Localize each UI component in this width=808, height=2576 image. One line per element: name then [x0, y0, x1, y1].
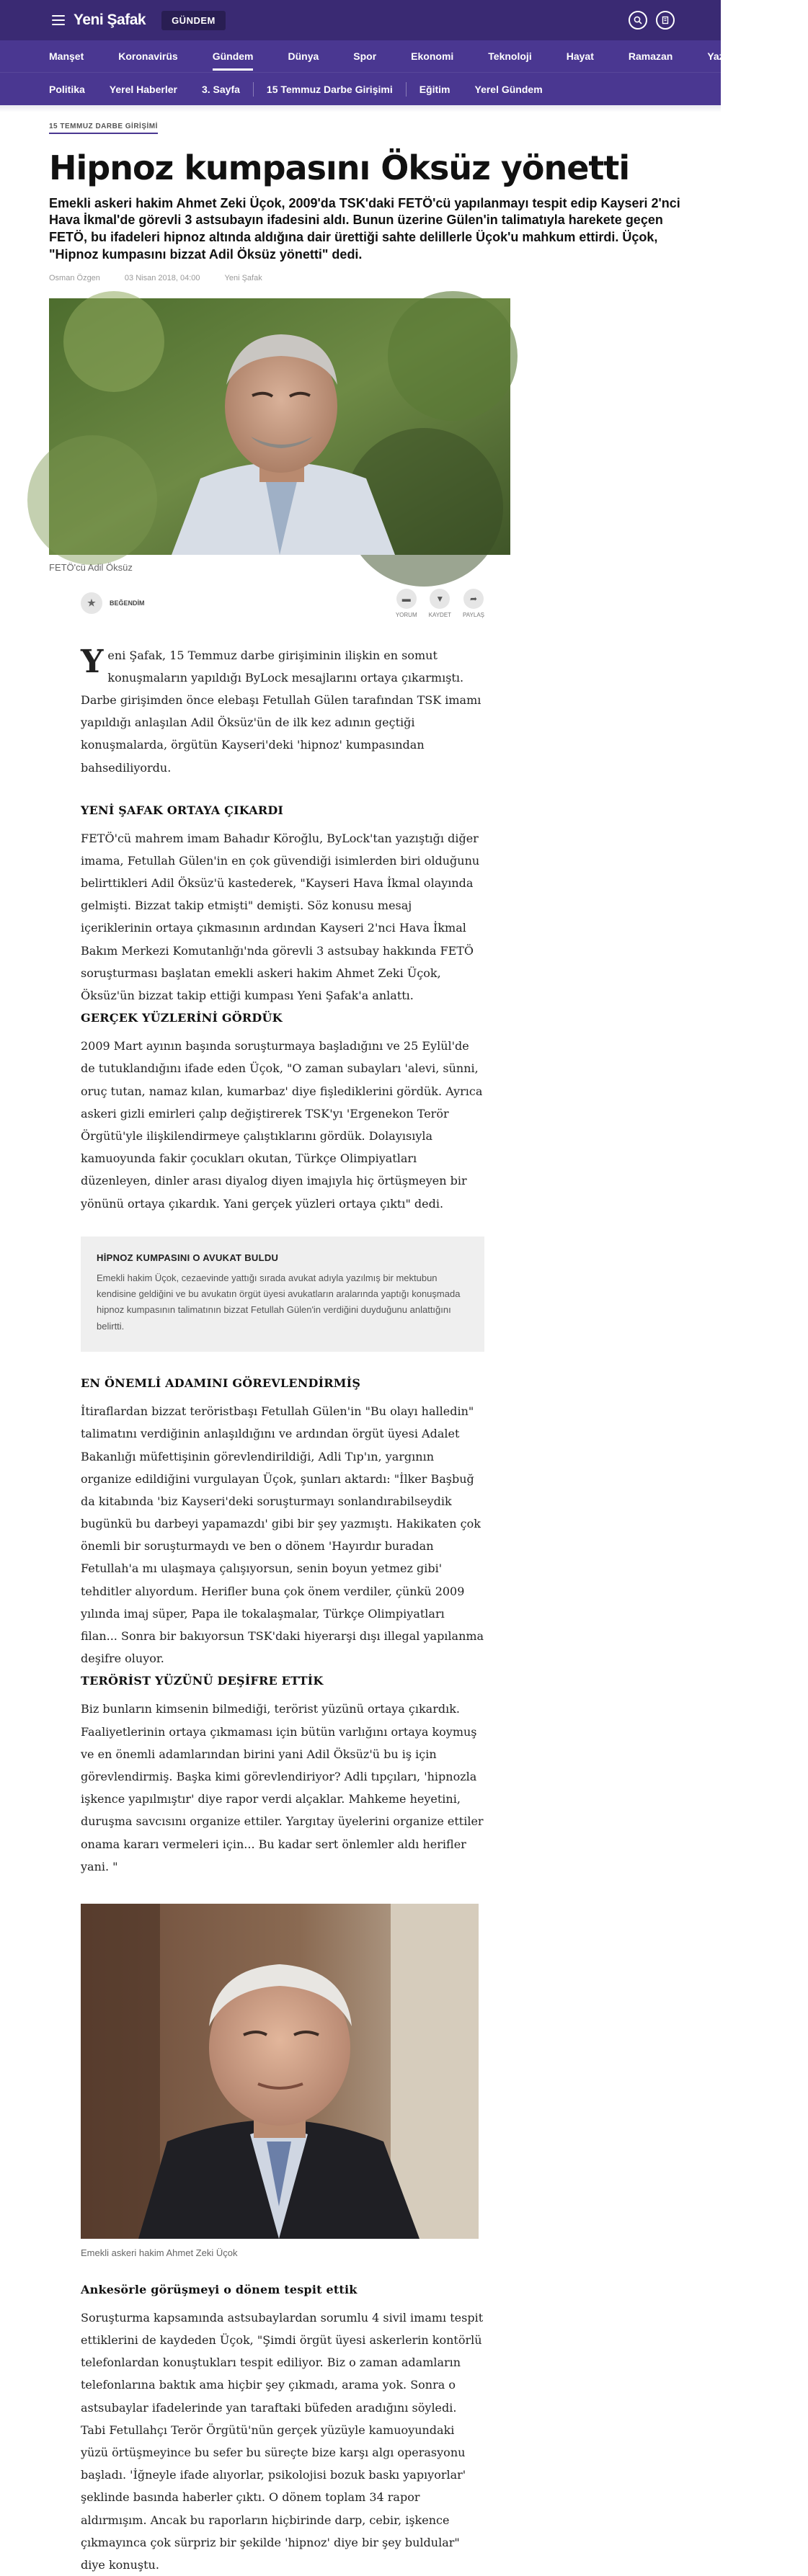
subnav-divider: [253, 82, 254, 97]
site-header: [0, 0, 808, 112]
thumbs-up-icon: ★: [81, 592, 102, 614]
save-button[interactable]: [429, 589, 451, 618]
article-body: [81, 589, 484, 2576]
top-icons: [629, 11, 675, 30]
lead-text: eni Şafak, 15 Temmuz darbe girişiminin ilişkin en somut konuşmaların yapıldığı ByLock mesajlarını ortaya çıkarmıştı. Darbe girişimden önce elebaşı Fetullah Gülen tarafından TSK imamı yapıldığı anlaşılan Adil Öksüz'ün de ilk kez adının geçtiği konuşmalarda, örgütün Kayseri'deki 'hipnoz' kumpasından bahsediliyordu.: [81, 648, 481, 775]
nav-item-dunya[interactable]: Dünya: [288, 50, 319, 62]
subheading: Ankesörle görüşmeyi o dönem tespit ettik: [81, 2282, 358, 2296]
main-nav: [0, 40, 808, 72]
article-actions: [396, 589, 484, 618]
sub-nav: [0, 72, 721, 105]
article-author[interactable]: Osman Özgen: [49, 273, 100, 282]
subheading: EN ÖNEMLİ ADAMINI GÖREVLENDİRMİŞ: [81, 1376, 361, 1391]
article-meta: [49, 274, 672, 282]
nav-item-spor[interactable]: Spor: [353, 50, 377, 62]
save-label: KAYDET: [428, 611, 452, 618]
subnav-item-15-temmuz[interactable]: 15 Temmuz Darbe Girişimi: [266, 83, 393, 95]
settings-icon[interactable]: [656, 11, 675, 30]
nav-item-koronavirus[interactable]: Koronavirüs: [118, 50, 178, 62]
share-label: PAYLAŞ: [463, 611, 484, 618]
comment-label: YORUM: [395, 611, 417, 618]
nav-item-hayat[interactable]: Hayat: [566, 50, 594, 62]
hero-caption: FETÖ'cü Adil Öksüz: [49, 561, 133, 573]
drop-cap: Y: [81, 643, 104, 680]
subheading: YENİ ŞAFAK ORTAYA ÇIKARDI: [81, 803, 284, 817]
site-logo[interactable]: Yeni Şafak: [74, 12, 146, 28]
article-date: 03 Nisan 2018, 04:00: [124, 273, 200, 282]
subheading: TERÖRİST YÜZÜNÜ DEŞİFRE ETTİK: [81, 1674, 324, 1688]
header-shadow: [0, 105, 721, 112]
nav-item-ramazan[interactable]: Ramazan: [628, 50, 673, 62]
comment-icon: ▬: [396, 589, 417, 609]
like-label: BEĞENDİM: [110, 600, 145, 607]
subnav-item-yerel-gundem[interactable]: Yerel Gündem: [474, 83, 543, 95]
article-summary: Emekli askeri hakim Ahmet Zeki Üçok, 2009'da TSK'daki FETÖ'cü yapılanmayı tespit edip Kayseri 2'nci Hava İkmal'de görevli 3 astsubayın ifadesini aldı. Bunun üzerine Gülen'in talimatıyla harekete geçen FETÖ, bu ifadeleri hipnoz altında aldığına dair ürettiği sahte delillerle Üçok'u mahkum ettirdi. Üçok, "Hipnoz kumpasını bizzat Adil Öksüz yönetti" dedi.: [49, 195, 680, 262]
nav-item-ekonomi[interactable]: Ekonomi: [411, 50, 454, 62]
subnav-item-yerel-haberler[interactable]: Yerel Haberler: [109, 83, 177, 95]
article-title: Hipnoz kumpasını Öksüz yönetti: [49, 148, 630, 187]
nav-item-video[interactable]: Video: [781, 50, 808, 62]
nav-item-teknoloji[interactable]: Teknoloji: [488, 50, 532, 62]
article-source: Yeni Şafak: [224, 273, 262, 282]
paragraph: FETÖ'cü mahrem imam Bahadır Köroğlu, ByLock'tan yazıştığı diğer imama, Fetullah Gülen'in en çok güvendiği isimlerden biri olduğunu belirttikleri Adil Öksüz'ü kastederek, "Kayseri Hava İkmal olayında gelmişti. Bizzat takip etmişti" demişti. Söz konusu mesaj içeriklerinin ortaya çıkmasının ardından Kayseri 2'nci Hava İkmal Bakım Merkezi Komutanlığı'nda görevli 3 astsubay hakkında FETÖ soruşturması başlatan emekli askeri hakim Ahmet Zeki Üçok, Öksüz'ün bizzat takip ettiği kumpası Yeni Şafak'a anlattı.: [81, 831, 480, 1003]
subnav-divider: [406, 82, 407, 97]
subheading: GERÇEK YÜZLERİNİ GÖRDÜK: [81, 1011, 283, 1025]
article-kicker[interactable]: 15 TEMMUZ DARBE GİRİŞİMİ: [49, 122, 158, 134]
share-icon: ➦: [463, 589, 484, 609]
inline-image: [81, 1904, 479, 2239]
nav-item-yazarlar[interactable]: Yazarlar: [707, 50, 747, 62]
menu-icon[interactable]: [52, 15, 65, 25]
nav-item-manset[interactable]: Manşet: [49, 50, 84, 62]
highlight-box: [81, 1236, 484, 1352]
highlight-text: Emekli hakim Üçok, cezaevinde yattığı sırada avukat adıyla yazılmış bir mektubun kendisine geldiğini ve bu avukatın örgüt üyesi avukatların aralarında yaptığı konuşmada hipnoz kumpasının talimatının bizzat Fetullah Gülen'in verdiğini duyduğunu anlattığını belirtti.: [97, 1272, 461, 1332]
comment-button[interactable]: [396, 589, 417, 618]
paragraph: İtiraflardan bizzat teröristbaşı Fetullah Gülen'in "Bu olayı halledin" talimatını verdiğinin anlaşıldığını ve ardından örgüt üyesi Adalet Bakanlığı müfettişinin görevlendirildiği, Adli Tıp'ın, yargının organize edildiğini vurgulayan Üçok, şunları aktardı: "İlker Başbuğ da kitabında 'biz Kayseri'deki soruşturmayı sonlandırabilseydik bugünkü bu darbeyi yapamazdı' gibi bir şey yazmıştı. Hakikaten çok önemli bir soruşturmaydı ve ben o dönem 'Hayırdır buradan Fetullah'a mı ulaşmaya çalışıyorsun, senin boyun yetmez gibi' tehditler alıyordum. Herifler buna çok önem verdiler, çünkü 2009 yılında imaj süper, Papa ile tokalaşmalar, Türkçe Olimpiyatları filan... Sonra bir bakıyorsun TSK'daki hiyerarşi dışı illegal yapılanma deşifre oluyor.: [81, 1404, 484, 1666]
lead-paragraph: [81, 644, 484, 779]
top-bar: [0, 0, 721, 40]
nav-item-gundem[interactable]: Gündem: [212, 50, 254, 62]
search-icon[interactable]: [629, 11, 647, 30]
subnav-item-egitim[interactable]: Eğitim: [419, 83, 450, 95]
bookmark-icon: ▼: [430, 589, 450, 609]
section-label[interactable]: GÜNDEM: [161, 11, 226, 30]
article: [0, 112, 721, 2576]
share-bar: [81, 589, 484, 618]
like-button[interactable]: [81, 592, 145, 614]
share-button[interactable]: [463, 589, 484, 618]
hero-image: [49, 298, 510, 555]
inline-image-caption: Emekli askeri hakim Ahmet Zeki Üçok: [81, 2247, 238, 2258]
highlight-title: HİPNOZ KUMPASINI O AVUKAT BULDU: [97, 1252, 279, 1263]
paragraph: Biz bunların kimsenin bilmediği, terörist yüzünü ortaya çıkardık. Faaliyetlerinin ortaya çıkmaması için bütün varlığını ortaya koymuş ve en önemli adamlarından birini yani Adil Öksüz'ü bu iş için görevlendirmiş. Başka kimi görevlendiriyor? Adli tıpçıları, 'hipnozla işkence yapılmıştır' diye rapor verdi alçaklar. Mahkeme heyetini, duruşma savcısını organize ettiler. Yargıtay üyelerini organize ettiler onama kararı vermeleri için... Bu kadar sert önlemler aldı herifler yani. ": [81, 1702, 484, 1873]
paragraph: 2009 Mart ayının başında soruşturmaya başladığını ve 25 Eylül'de de tutuklandığını ifade eden Üçok, "O zaman subayları 'alevi, sünni, oruç tutan, namaz kılan, kumarbaz' diye fişlediklerini gördük. Ayrıca askeri gizli emirleri çalıp değiştirerek TSK'yı 'Ergenekon Terör Örgütü'yle ilişkilendirmeye çalıştıklarını gördük. Dolayısıyla kamuoyunda fakir çocukları okutan, Türkçe Olimpiyatları düzenleyen, dinler arası diyalog diyen imajıyla hiç örtüşmeyen bir yönünü ortaya çıkardık. Yani gerçek yüzleri ortaya çıktı" dedi.: [81, 1039, 483, 1211]
subnav-item-3-sayfa[interactable]: 3. Sayfa: [201, 83, 240, 95]
subnav-item-politika[interactable]: Politika: [49, 83, 85, 95]
paragraph: Soruşturma kapsamında astsubaylardan sorumlu 4 sivil imamı tespit ettiklerini de kaydeden Üçok, "Şimdi örgüt üyesi askerlerin kontörlü telefonlardan konuştukları tespit ediliyor. Biz o zaman adamların telefonlarına baktık ama hiçbir şey çıkmadı, arama yok. Sonra o astsubaylar ifadelerinde yan taraftaki büfeden aradığını söyledi. Tabi Fetullahçı Terör Örgütü'nün gerçek yüzüyle kamuoyundaki yüzü örtüşmeyince bu sefer bu süreçte bize karşı algı operasyonu başladı. 'İğneyle ifade alıyorlar, psikolojisi bozuk baskı yapıyorlar' şeklinde basında haberler çıktı. O dönem toplam 34 rapor aldırmışım. Ancak bu raporların hiçbirinde darp, cebir, işkence çıkmayınca çok sürpriz bir şekilde 'hipnoz' diye bir şey buldular" diye konuştu.: [81, 2310, 484, 2572]
